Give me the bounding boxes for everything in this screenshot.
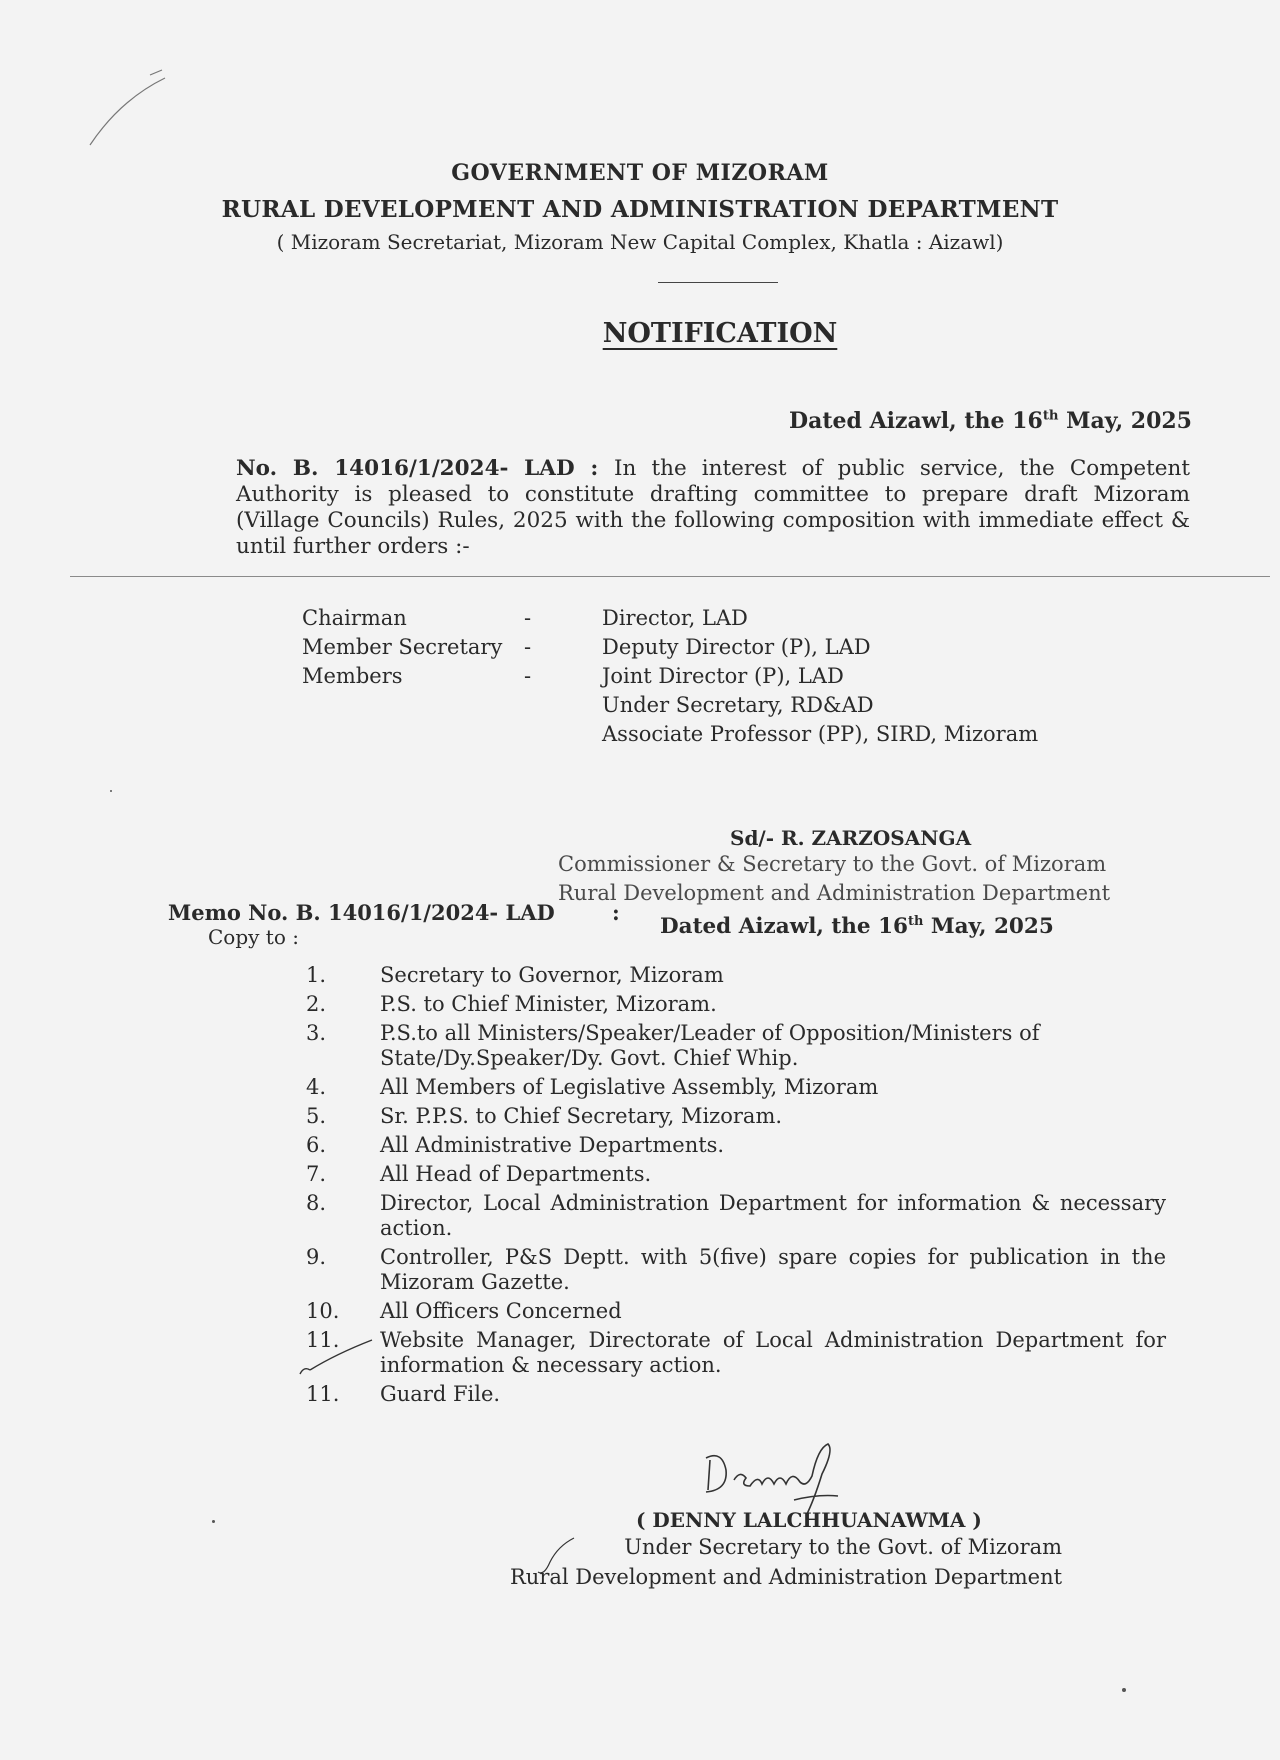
signatory2-designation — [510, 1532, 1062, 1592]
list-item: 1. Secretary to Governor, Mizoram — [306, 963, 724, 987]
list-item: 2. P.S. to Chief Minister, Mizoram. — [306, 992, 717, 1016]
list-item: 10. All Officers Concerned — [306, 1299, 622, 1323]
paper-speck — [1122, 1688, 1126, 1692]
member-name: Associate Professor (PP), SIRD, Mizoram — [602, 722, 1039, 746]
committee-names — [602, 604, 1038, 749]
header-divider — [658, 282, 778, 283]
notification-body: No. B. 14016/1/2024- LAD : In the interest of public service, the Competent Authority is pleased to constitute drafting committee to prepare draft Mizoram (Village Councils) Rules, 2025 with the following composition with immediate effect & until further orders :- — [236, 456, 1190, 559]
dash: - — [524, 606, 532, 630]
list-item: 6. All Administrative Departments. — [306, 1133, 725, 1157]
paper-speck — [110, 790, 112, 792]
role-members: Members — [302, 664, 403, 688]
list-item: 9. Controller, P&S Deptt. with 5(five) spare copies for publication in the Mizoram Gazette. — [306, 1245, 1166, 1294]
list-item: 11. Guard File. — [306, 1382, 501, 1406]
list-item: 11. Website Manager, Directorate of Local Administration Department for information & necessary action. — [306, 1328, 1166, 1377]
signatory1-name: Sd/- R. ZARZOSANGA — [730, 826, 972, 850]
designation-line: Rural Development and Administration Department — [558, 881, 1111, 905]
header-government: GOVERNMENT OF MIZORAM — [451, 160, 829, 186]
list-item: 8. Director, Local Administration Department for information & necessary action. — [306, 1191, 1166, 1240]
designation-line: Commissioner & Secretary to the Govt. of Mizoram — [558, 852, 1107, 876]
role-chairman: Chairman — [302, 606, 407, 630]
notification-ref-no: No. B. 14016/1/2024- LAD — [236, 456, 575, 481]
notification-text: In the interest of public service, the Competent Authority is pleased to constitute drafting committee to prepare draft Mizoram (Village Councils) Rules, 2025 with the following composition with immediate effect & until further orders :- — [236, 456, 1190, 559]
memo-ref: Memo No. B. 14016/1/2024- LAD : — [168, 900, 620, 925]
role-member-secretary: Member Secretary — [302, 635, 503, 659]
list-item: 4. All Members of Legislative Assembly, Mizoram — [306, 1075, 879, 1099]
list-item: 5. Sr. P.P.S. to Chief Secretary, Mizoram. — [306, 1104, 783, 1128]
member-name: Director, LAD — [602, 606, 748, 630]
pencil-mark — [80, 60, 190, 150]
member-name: Under Secretary, RD&AD — [602, 693, 874, 717]
notification-date: Dated Aizawl, the 16th May, 2025 — [789, 408, 1192, 434]
dash: - — [524, 635, 532, 659]
paper-speck — [212, 1520, 215, 1523]
list-item: 7. All Head of Departments. — [306, 1162, 652, 1186]
signatory2-name: ( DENNY LALCHHUANAWMA ) — [636, 1508, 982, 1532]
committee-dashes — [524, 604, 531, 691]
memo-date: Dated Aizawl, the 16th May, 2025 — [660, 914, 1054, 940]
header-address: ( Mizoram Secretariat, Mizoram New Capital Complex, Khatla : Aizawl) — [276, 230, 1004, 254]
handwritten-tick-mark — [296, 1336, 376, 1386]
member-name: Deputy Director (P), LAD — [602, 635, 871, 659]
handwritten-tick-mark — [534, 1532, 584, 1582]
header-department: RURAL DEVELOPMENT AND ADMINISTRATION DEPARTMENT — [221, 196, 1059, 223]
paper-fold-line — [70, 576, 1270, 577]
designation-line: Under Secretary to the Govt. of Mizoram — [624, 1535, 1063, 1559]
copy-list — [306, 963, 1166, 1411]
member-name: Joint Director (P), LAD — [602, 664, 844, 688]
designation-line: Rural Development and Administration Department — [510, 1565, 1063, 1589]
list-item: 3. P.S.to all Ministers/Speaker/Leader of Opposition/Ministers of State/Dy.Speaker/Dy. Govt. Chief Whip. — [306, 1021, 1040, 1070]
dash: - — [524, 664, 532, 688]
copy-to-label: Copy to : — [208, 925, 299, 949]
committee-roles — [302, 604, 502, 691]
signatory1-designation — [558, 850, 1110, 908]
notification-title: NOTIFICATION — [602, 318, 838, 349]
